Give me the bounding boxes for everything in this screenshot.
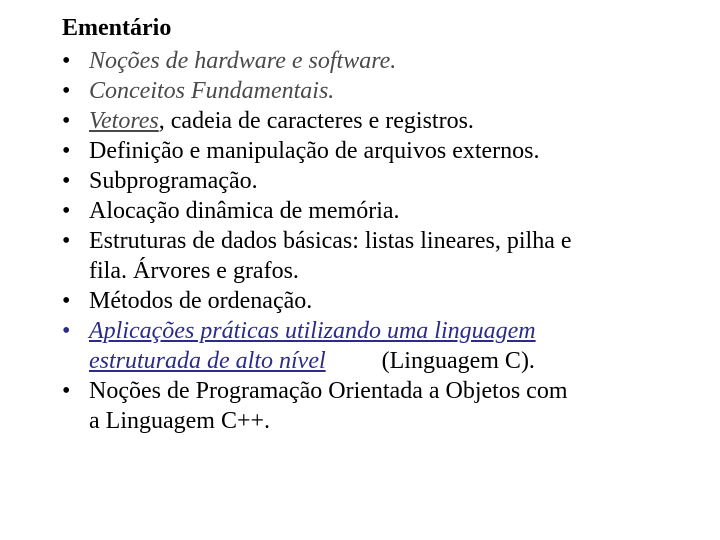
- list-item-text-line1: Noções de Programação Orientada a Objetos com: [89, 378, 568, 404]
- list-item: [62, 106, 662, 136]
- list-item-text: Definição e manipulação de arquivos externos.: [89, 138, 540, 164]
- list-item: [62, 316, 662, 376]
- bullet-list: [62, 46, 662, 436]
- aplicacoes-link-line2[interactable]: estruturada de alto nível: [89, 348, 326, 374]
- list-item-text: Métodos de ordenação.: [89, 288, 313, 314]
- list-item: [62, 376, 662, 436]
- list-item-text: Subprogramação.: [89, 168, 258, 194]
- list-item-text-line1: Estruturas de dados básicas: listas lineares, pilha e: [89, 228, 572, 254]
- list-item: [62, 226, 662, 286]
- bullet-icon: •: [62, 228, 71, 254]
- bullet-icon: •: [62, 78, 71, 104]
- list-item: [62, 136, 662, 166]
- list-item-text: (Linguagem C).: [381, 348, 535, 374]
- list-item-text-line2: a Linguagem C++.: [89, 408, 271, 434]
- bullet-icon: •: [62, 168, 71, 194]
- list-item: [62, 76, 662, 106]
- slide-content: [62, 10, 662, 436]
- list-item: [62, 196, 662, 226]
- bullet-icon: •: [62, 318, 71, 344]
- aplicacoes-link-line1[interactable]: Aplicações práticas utilizando uma linguagem: [89, 318, 536, 344]
- list-item-text: , cadeia de caracteres e registros.: [158, 108, 474, 134]
- slide-title: Ementário: [62, 15, 172, 41]
- list-item-text: Alocação dinâmica de memória.: [89, 198, 400, 224]
- list-item: [62, 166, 662, 196]
- list-item-text: Noções de hardware e software.: [89, 48, 397, 74]
- vetores-link[interactable]: Vetores: [89, 108, 159, 134]
- bullet-icon: •: [62, 288, 71, 314]
- list-item: [62, 286, 662, 316]
- bullet-icon: •: [62, 198, 71, 224]
- list-item: [62, 46, 662, 76]
- bullet-icon: •: [62, 378, 71, 404]
- bullet-icon: •: [62, 48, 71, 74]
- bullet-icon: •: [62, 108, 71, 134]
- bullet-icon: •: [62, 138, 71, 164]
- list-item-text-line2: fila. Árvores e grafos.: [89, 258, 299, 284]
- list-item-text: Conceitos Fundamentais.: [89, 78, 335, 104]
